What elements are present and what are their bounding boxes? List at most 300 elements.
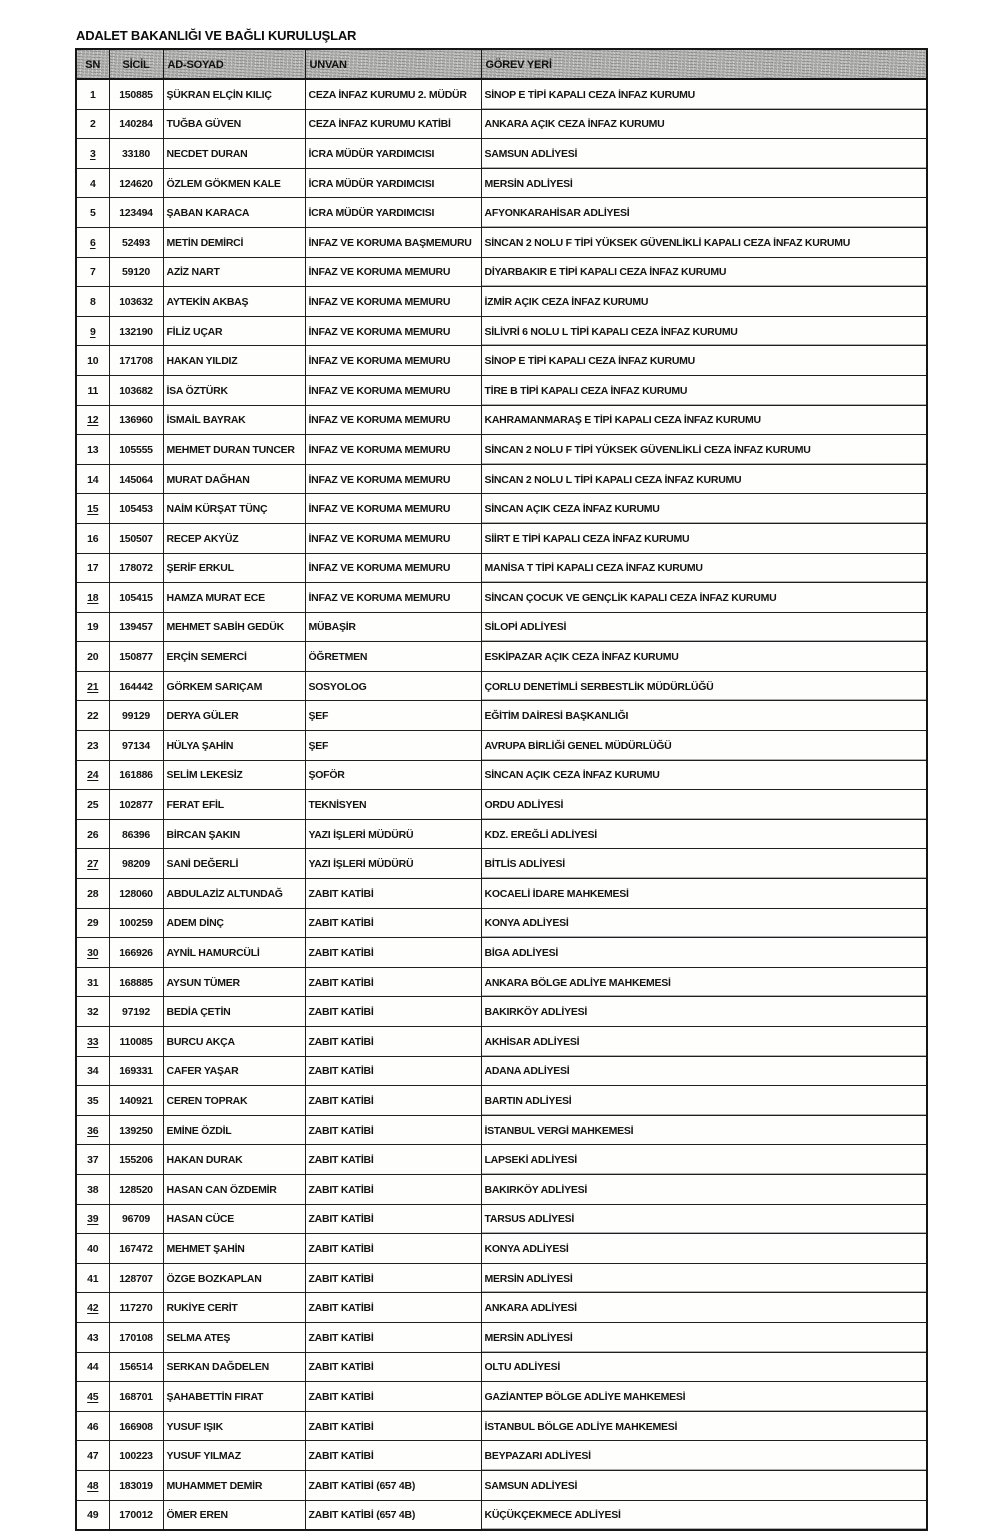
cell-name: İSMAİL BAYRAK xyxy=(163,405,305,435)
table-row xyxy=(76,494,927,524)
cell-name: ÖZLEM GÖKMEN KALE xyxy=(163,168,305,198)
column-header-title: UNVAN xyxy=(305,49,481,79)
cell-name: MEHMET DURAN TUNCER xyxy=(163,435,305,465)
cell-sn: 45 xyxy=(76,1382,109,1412)
cell-sn: 28 xyxy=(76,879,109,909)
cell-sicil: 166908 xyxy=(109,1411,163,1441)
cell-unvan: İNFAZ VE KORUMA MEMURU xyxy=(305,464,481,494)
cell-sn: 5 xyxy=(76,198,109,228)
cell-name: MURAT DAĞHAN xyxy=(163,464,305,494)
cell-sicil: 161886 xyxy=(109,760,163,790)
cell-name: RUKİYE CERİT xyxy=(163,1293,305,1323)
cell-sn: 18 xyxy=(76,583,109,613)
cell-sn: 16 xyxy=(76,523,109,553)
table-row xyxy=(76,819,927,849)
table-row xyxy=(76,168,927,198)
cell-duty-station: İSTANBUL VERGİ MAHKEMESİ xyxy=(481,1115,927,1145)
cell-unvan: CEZA İNFAZ KURUMU 2. MÜDÜR xyxy=(305,79,481,109)
cell-sicil: 97192 xyxy=(109,997,163,1027)
table-row xyxy=(76,612,927,642)
cell-unvan: ZABIT KATİBİ xyxy=(305,1441,481,1471)
personnel-table xyxy=(75,48,928,1531)
cell-unvan: ZABIT KATİBİ xyxy=(305,1382,481,1412)
table-row xyxy=(76,1115,927,1145)
column-header-name: AD-SOYAD xyxy=(163,49,305,79)
cell-duty-station: SİNCAN AÇIK CEZA İNFAZ KURUMU xyxy=(481,494,927,524)
cell-unvan: SOSYOLOG xyxy=(305,671,481,701)
table-row xyxy=(76,464,927,494)
cell-sn: 34 xyxy=(76,1056,109,1086)
cell-duty-station: KOCAELİ İDARE MAHKEMESİ xyxy=(481,879,927,909)
cell-name: AYSUN TÜMER xyxy=(163,967,305,997)
cell-sicil: 96709 xyxy=(109,1204,163,1234)
table-row xyxy=(76,1263,927,1293)
cell-name: SANİ DEĞERLİ xyxy=(163,849,305,879)
cell-unvan: ZABIT KATİBİ xyxy=(305,938,481,968)
cell-duty-station: BARTIN ADLİYESİ xyxy=(481,1086,927,1116)
cell-sn: 44 xyxy=(76,1352,109,1382)
cell-sicil: 171708 xyxy=(109,346,163,376)
table-row xyxy=(76,583,927,613)
cell-unvan: İNFAZ VE KORUMA MEMURU xyxy=(305,583,481,613)
cell-sn: 1 xyxy=(76,79,109,109)
cell-name: ŞABAN KARACA xyxy=(163,198,305,228)
cell-unvan: İCRA MÜDÜR YARDIMCISI xyxy=(305,139,481,169)
cell-sn: 46 xyxy=(76,1411,109,1441)
cell-sn: 32 xyxy=(76,997,109,1027)
cell-name: AZİZ NART xyxy=(163,257,305,287)
cell-sn: 41 xyxy=(76,1263,109,1293)
cell-unvan: ZABIT KATİBİ xyxy=(305,1145,481,1175)
cell-name: YUSUF IŞIK xyxy=(163,1411,305,1441)
cell-sicil: 166926 xyxy=(109,938,163,968)
cell-name: HÜLYA ŞAHİN xyxy=(163,731,305,761)
cell-name: METİN DEMİRCİ xyxy=(163,227,305,257)
cell-unvan: İNFAZ VE KORUMA MEMURU xyxy=(305,523,481,553)
cell-name: BURCU AKÇA xyxy=(163,1027,305,1057)
cell-sicil: 169331 xyxy=(109,1056,163,1086)
cell-duty-station: MANİSA T TİPİ KAPALI CEZA İNFAZ KURUMU xyxy=(481,553,927,583)
cell-duty-station: SİLOPİ ADLİYESİ xyxy=(481,612,927,642)
cell-sicil: 167472 xyxy=(109,1234,163,1264)
cell-duty-station: KÜÇÜKÇEKMECE ADLİYESİ xyxy=(481,1500,927,1530)
cell-name: EMİNE ÖZDİL xyxy=(163,1115,305,1145)
cell-name: AYTEKİN AKBAŞ xyxy=(163,287,305,317)
cell-name: HAKAN DURAK xyxy=(163,1145,305,1175)
cell-unvan: ÖĞRETMEN xyxy=(305,642,481,672)
cell-name: AYNİL HAMURCÜLİ xyxy=(163,938,305,968)
cell-duty-station: MERSİN ADLİYESİ xyxy=(481,1263,927,1293)
cell-unvan: ZABIT KATİBİ xyxy=(305,1411,481,1441)
column-header-sn: SN xyxy=(76,49,109,79)
cell-duty-station: BİTLİS ADLİYESİ xyxy=(481,849,927,879)
cell-sicil: 102877 xyxy=(109,790,163,820)
table-body xyxy=(76,79,927,1530)
cell-duty-station: BİGA ADLİYESİ xyxy=(481,938,927,968)
cell-sicil: 123494 xyxy=(109,198,163,228)
cell-sn: 8 xyxy=(76,287,109,317)
table-row xyxy=(76,109,927,139)
cell-sicil: 100259 xyxy=(109,908,163,938)
cell-sicil: 164442 xyxy=(109,671,163,701)
cell-duty-station: SAMSUN ADLİYESİ xyxy=(481,139,927,169)
cell-sn: 29 xyxy=(76,908,109,938)
cell-unvan: MÜBAŞİR xyxy=(305,612,481,642)
table-row xyxy=(76,1204,927,1234)
cell-sicil: 98209 xyxy=(109,849,163,879)
table-header xyxy=(76,49,927,79)
cell-sicil: 140284 xyxy=(109,109,163,139)
table-row xyxy=(76,1441,927,1471)
cell-name: ADEM DİNÇ xyxy=(163,908,305,938)
cell-duty-station: İZMİR AÇIK CEZA İNFAZ KURUMU xyxy=(481,287,927,317)
cell-unvan: ZABIT KATİBİ xyxy=(305,1174,481,1204)
cell-duty-station: SİNCAN 2 NOLU F TİPİ YÜKSEK GÜVENLİKLİ CEZA İNFAZ KURUMU xyxy=(481,435,927,465)
cell-name: ŞERİF ERKUL xyxy=(163,553,305,583)
table-row xyxy=(76,405,927,435)
cell-sicil: 128060 xyxy=(109,879,163,909)
cell-duty-station: AFYONKARAHİSAR ADLİYESİ xyxy=(481,198,927,228)
cell-name: BEDİA ÇETİN xyxy=(163,997,305,1027)
cell-unvan: ZABIT KATİBİ xyxy=(305,908,481,938)
cell-name: ŞÜKRAN ELÇİN KILIÇ xyxy=(163,79,305,109)
cell-sn: 49 xyxy=(76,1500,109,1530)
header-row xyxy=(76,49,927,79)
table-row xyxy=(76,790,927,820)
cell-unvan: ZABIT KATİBİ xyxy=(305,1263,481,1293)
cell-sn: 38 xyxy=(76,1174,109,1204)
cell-sn: 2 xyxy=(76,109,109,139)
cell-sn: 40 xyxy=(76,1234,109,1264)
cell-sicil: 145064 xyxy=(109,464,163,494)
table-row xyxy=(76,1293,927,1323)
cell-unvan: İNFAZ VE KORUMA MEMURU xyxy=(305,257,481,287)
cell-duty-station: AVRUPA BİRLİĞİ GENEL MÜDÜRLÜĞÜ xyxy=(481,731,927,761)
cell-duty-station: SİNOP E TİPİ KAPALI CEZA İNFAZ KURUMU xyxy=(481,79,927,109)
cell-sicil: 59120 xyxy=(109,257,163,287)
cell-duty-station: TİRE B TİPİ KAPALI CEZA İNFAZ KURUMU xyxy=(481,375,927,405)
table-row xyxy=(76,257,927,287)
cell-name: GÖRKEM SARIÇAM xyxy=(163,671,305,701)
cell-sn: 48 xyxy=(76,1470,109,1500)
cell-sn: 23 xyxy=(76,731,109,761)
cell-sn: 11 xyxy=(76,375,109,405)
cell-sn: 3 xyxy=(76,139,109,169)
table-row xyxy=(76,523,927,553)
table-row xyxy=(76,938,927,968)
cell-duty-station: SİİRT E TİPİ KAPALI CEZA İNFAZ KURUMU xyxy=(481,523,927,553)
table-row xyxy=(76,316,927,346)
table-row xyxy=(76,227,927,257)
cell-sn: 43 xyxy=(76,1322,109,1352)
cell-sn: 24 xyxy=(76,760,109,790)
cell-sn: 14 xyxy=(76,464,109,494)
table-row xyxy=(76,553,927,583)
cell-sicil: 156514 xyxy=(109,1352,163,1382)
cell-duty-station: KONYA ADLİYESİ xyxy=(481,908,927,938)
table-row xyxy=(76,139,927,169)
cell-duty-station: LAPSEKİ ADLİYESİ xyxy=(481,1145,927,1175)
cell-name: CEREN TOPRAK xyxy=(163,1086,305,1116)
cell-unvan: İNFAZ VE KORUMA MEMURU xyxy=(305,346,481,376)
cell-sn: 21 xyxy=(76,671,109,701)
cell-name: HAMZA MURAT ECE xyxy=(163,583,305,613)
table-row xyxy=(76,760,927,790)
cell-sicil: 150507 xyxy=(109,523,163,553)
cell-sn: 4 xyxy=(76,168,109,198)
cell-duty-station: KDZ. EREĞLİ ADLİYESİ xyxy=(481,819,927,849)
cell-name: NECDET DURAN xyxy=(163,139,305,169)
cell-name: HASAN CAN ÖZDEMİR xyxy=(163,1174,305,1204)
cell-sicil: 136960 xyxy=(109,405,163,435)
cell-unvan: İNFAZ VE KORUMA MEMURU xyxy=(305,287,481,317)
cell-sicil: 170012 xyxy=(109,1500,163,1530)
table-row xyxy=(76,671,927,701)
cell-sn: 25 xyxy=(76,790,109,820)
cell-sicil: 168701 xyxy=(109,1382,163,1412)
cell-duty-station: SİNCAN AÇIK CEZA İNFAZ KURUMU xyxy=(481,760,927,790)
cell-sn: 26 xyxy=(76,819,109,849)
table-row xyxy=(76,1145,927,1175)
table-row xyxy=(76,346,927,376)
cell-name: DERYA GÜLER xyxy=(163,701,305,731)
table-row xyxy=(76,849,927,879)
table-row xyxy=(76,642,927,672)
table-row xyxy=(76,1056,927,1086)
cell-name: HASAN CÜCE xyxy=(163,1204,305,1234)
cell-sn: 47 xyxy=(76,1441,109,1471)
table-row xyxy=(76,731,927,761)
table-row xyxy=(76,1234,927,1264)
cell-duty-station: İSTANBUL BÖLGE ADLİYE MAHKEMESİ xyxy=(481,1411,927,1441)
cell-unvan: ZABIT KATİBİ xyxy=(305,1234,481,1264)
table-row xyxy=(76,967,927,997)
cell-name: ABDULAZİZ ALTUNDAĞ xyxy=(163,879,305,909)
cell-duty-station: KONYA ADLİYESİ xyxy=(481,1234,927,1264)
cell-sicil: 132190 xyxy=(109,316,163,346)
cell-unvan: İCRA MÜDÜR YARDIMCISI xyxy=(305,198,481,228)
cell-sicil: 128707 xyxy=(109,1263,163,1293)
column-header-sicil: SİCİL xyxy=(109,49,163,79)
cell-sn: 9 xyxy=(76,316,109,346)
cell-name: RECEP AKYÜZ xyxy=(163,523,305,553)
cell-sicil: 168885 xyxy=(109,967,163,997)
cell-name: ÖZGE BOZKAPLAN xyxy=(163,1263,305,1293)
cell-unvan: İNFAZ VE KORUMA MEMURU xyxy=(305,316,481,346)
cell-sicil: 178072 xyxy=(109,553,163,583)
document-page xyxy=(75,28,926,1531)
cell-duty-station: MERSİN ADLİYESİ xyxy=(481,168,927,198)
table-row xyxy=(76,79,927,109)
table-row xyxy=(76,908,927,938)
cell-sicil: 99129 xyxy=(109,701,163,731)
cell-unvan: ZABIT KATİBİ xyxy=(305,997,481,1027)
cell-sicil: 103632 xyxy=(109,287,163,317)
cell-unvan: ZABIT KATİBİ xyxy=(305,1056,481,1086)
cell-sicil: 170108 xyxy=(109,1322,163,1352)
cell-sn: 13 xyxy=(76,435,109,465)
cell-name: TUĞBA GÜVEN xyxy=(163,109,305,139)
cell-unvan: ŞEF xyxy=(305,701,481,731)
cell-sn: 39 xyxy=(76,1204,109,1234)
cell-duty-station: MERSİN ADLİYESİ xyxy=(481,1322,927,1352)
cell-sn: 35 xyxy=(76,1086,109,1116)
cell-sn: 6 xyxy=(76,227,109,257)
cell-sn: 17 xyxy=(76,553,109,583)
cell-sicil: 150877 xyxy=(109,642,163,672)
cell-duty-station: ADANA ADLİYESİ xyxy=(481,1056,927,1086)
cell-sicil: 105555 xyxy=(109,435,163,465)
cell-duty-station: DİYARBAKIR E TİPİ KAPALI CEZA İNFAZ KURUMU xyxy=(481,257,927,287)
cell-duty-station: SAMSUN ADLİYESİ xyxy=(481,1470,927,1500)
cell-unvan: ZABIT KATİBİ (657 4B) xyxy=(305,1500,481,1530)
cell-name: SERKAN DAĞDELEN xyxy=(163,1352,305,1382)
cell-sicil: 124620 xyxy=(109,168,163,198)
page-title: ADALET BAKANLIĞI VE BAĞLI KURULUŞLAR xyxy=(76,28,357,43)
cell-sicil: 183019 xyxy=(109,1470,163,1500)
cell-duty-station: OLTU ADLİYESİ xyxy=(481,1352,927,1382)
table-row xyxy=(76,701,927,731)
cell-name: BİRCAN ŞAKIN xyxy=(163,819,305,849)
cell-duty-station: SİNOP E TİPİ KAPALI CEZA İNFAZ KURUMU xyxy=(481,346,927,376)
cell-sn: 31 xyxy=(76,967,109,997)
cell-sn: 33 xyxy=(76,1027,109,1057)
cell-unvan: TEKNİSYEN xyxy=(305,790,481,820)
table-row xyxy=(76,997,927,1027)
cell-duty-station: KAHRAMANMARAŞ E TİPİ KAPALI CEZA İNFAZ KURUMU xyxy=(481,405,927,435)
cell-unvan: CEZA İNFAZ KURUMU KATİBİ xyxy=(305,109,481,139)
table-row xyxy=(76,375,927,405)
cell-duty-station: BAKIRKÖY ADLİYESİ xyxy=(481,997,927,1027)
cell-unvan: İNFAZ VE KORUMA BAŞMEMURU xyxy=(305,227,481,257)
table-row xyxy=(76,198,927,228)
cell-sicil: 105453 xyxy=(109,494,163,524)
cell-unvan: İNFAZ VE KORUMA MEMURU xyxy=(305,405,481,435)
cell-unvan: YAZI İŞLERİ MÜDÜRÜ xyxy=(305,849,481,879)
cell-unvan: İCRA MÜDÜR YARDIMCISI xyxy=(305,168,481,198)
cell-unvan: ZABIT KATİBİ xyxy=(305,1086,481,1116)
cell-duty-station: AKHİSAR ADLİYESİ xyxy=(481,1027,927,1057)
cell-sicil: 100223 xyxy=(109,1441,163,1471)
cell-name: MUHAMMET DEMİR xyxy=(163,1470,305,1500)
cell-unvan: ZABIT KATİBİ xyxy=(305,1322,481,1352)
table-row xyxy=(76,287,927,317)
cell-sn: 19 xyxy=(76,612,109,642)
cell-sn: 15 xyxy=(76,494,109,524)
cell-sicil: 86396 xyxy=(109,819,163,849)
cell-unvan: ZABIT KATİBİ xyxy=(305,879,481,909)
cell-duty-station: SİLİVRİ 6 NOLU L TİPİ KAPALI CEZA İNFAZ KURUMU xyxy=(481,316,927,346)
table-row xyxy=(76,1500,927,1530)
cell-duty-station: SİNCAN 2 NOLU F TİPİ YÜKSEK GÜVENLİKLİ KAPALI CEZA İNFAZ KURUMU xyxy=(481,227,927,257)
cell-duty-station: BEYPAZARI ADLİYESİ xyxy=(481,1441,927,1471)
cell-duty-station: ESKİPAZAR AÇIK CEZA İNFAZ KURUMU xyxy=(481,642,927,672)
cell-unvan: YAZI İŞLERİ MÜDÜRÜ xyxy=(305,819,481,849)
cell-sn: 10 xyxy=(76,346,109,376)
cell-sicil: 97134 xyxy=(109,731,163,761)
cell-sicil: 139250 xyxy=(109,1115,163,1145)
table-row xyxy=(76,1411,927,1441)
cell-sicil: 33180 xyxy=(109,139,163,169)
cell-unvan: ZABIT KATİBİ xyxy=(305,967,481,997)
cell-unvan: ZABIT KATİBİ xyxy=(305,1204,481,1234)
cell-name: FİLİZ UÇAR xyxy=(163,316,305,346)
cell-duty-station: ANKARA ADLİYESİ xyxy=(481,1293,927,1323)
cell-name: SELİM LEKESİZ xyxy=(163,760,305,790)
cell-name: ÖMER EREN xyxy=(163,1500,305,1530)
cell-sicil: 52493 xyxy=(109,227,163,257)
cell-sn: 30 xyxy=(76,938,109,968)
cell-unvan: İNFAZ VE KORUMA MEMURU xyxy=(305,435,481,465)
column-header-duty: GÖREV YERİ xyxy=(481,49,927,79)
cell-unvan: ZABIT KATİBİ xyxy=(305,1352,481,1382)
cell-duty-station: ANKARA AÇIK CEZA İNFAZ KURUMU xyxy=(481,109,927,139)
cell-name: ERÇİN SEMERCİ xyxy=(163,642,305,672)
cell-name: SELMA ATEŞ xyxy=(163,1322,305,1352)
cell-name: NAİM KÜRŞAT TÜNÇ xyxy=(163,494,305,524)
cell-duty-station: SİNCAN ÇOCUK VE GENÇLİK KAPALI CEZA İNFAZ KURUMU xyxy=(481,583,927,613)
cell-sn: 12 xyxy=(76,405,109,435)
cell-unvan: ZABIT KATİBİ xyxy=(305,1115,481,1145)
cell-duty-station: SİNCAN 2 NOLU L TİPİ KAPALI CEZA İNFAZ KURUMU xyxy=(481,464,927,494)
cell-sicil: 117270 xyxy=(109,1293,163,1323)
cell-duty-station: TARSUS ADLİYESİ xyxy=(481,1204,927,1234)
cell-unvan: ŞOFÖR xyxy=(305,760,481,790)
cell-name: MEHMET SABİH GEDÜK xyxy=(163,612,305,642)
cell-duty-station: ORDU ADLİYESİ xyxy=(481,790,927,820)
cell-sicil: 105415 xyxy=(109,583,163,613)
cell-unvan: ZABIT KATİBİ xyxy=(305,1293,481,1323)
cell-duty-station: ÇORLU DENETİMLİ SERBESTLİK MÜDÜRLÜĞÜ xyxy=(481,671,927,701)
cell-duty-station: GAZİANTEP BÖLGE ADLİYE MAHKEMESİ xyxy=(481,1382,927,1412)
cell-sn: 22 xyxy=(76,701,109,731)
cell-name: MEHMET ŞAHİN xyxy=(163,1234,305,1264)
cell-name: YUSUF YILMAZ xyxy=(163,1441,305,1471)
table-row xyxy=(76,1027,927,1057)
cell-sicil: 128520 xyxy=(109,1174,163,1204)
cell-sn: 27 xyxy=(76,849,109,879)
table-row xyxy=(76,435,927,465)
table-row xyxy=(76,1086,927,1116)
cell-unvan: ZABIT KATİBİ xyxy=(305,1027,481,1057)
cell-sicil: 140921 xyxy=(109,1086,163,1116)
table-row xyxy=(76,1174,927,1204)
cell-sn: 20 xyxy=(76,642,109,672)
cell-unvan: İNFAZ VE KORUMA MEMURU xyxy=(305,375,481,405)
cell-name: İSA ÖZTÜRK xyxy=(163,375,305,405)
cell-name: HAKAN YILDIZ xyxy=(163,346,305,376)
cell-unvan: İNFAZ VE KORUMA MEMURU xyxy=(305,553,481,583)
cell-name: FERAT EFİL xyxy=(163,790,305,820)
cell-sicil: 110085 xyxy=(109,1027,163,1057)
cell-name: ŞAHABETTİN FIRAT xyxy=(163,1382,305,1412)
table-row xyxy=(76,1352,927,1382)
cell-sicil: 139457 xyxy=(109,612,163,642)
cell-sn: 7 xyxy=(76,257,109,287)
cell-duty-station: EĞİTİM DAİRESİ BAŞKANLIĞI xyxy=(481,701,927,731)
cell-unvan: İNFAZ VE KORUMA MEMURU xyxy=(305,494,481,524)
cell-name: CAFER YAŞAR xyxy=(163,1056,305,1086)
cell-sicil: 155206 xyxy=(109,1145,163,1175)
cell-duty-station: ANKARA BÖLGE ADLİYE MAHKEMESİ xyxy=(481,967,927,997)
cell-unvan: ZABIT KATİBİ (657 4B) xyxy=(305,1470,481,1500)
table-row xyxy=(76,1470,927,1500)
cell-sicil: 150885 xyxy=(109,79,163,109)
cell-sn: 42 xyxy=(76,1293,109,1323)
table-row xyxy=(76,1322,927,1352)
cell-sn: 37 xyxy=(76,1145,109,1175)
cell-unvan: ŞEF xyxy=(305,731,481,761)
